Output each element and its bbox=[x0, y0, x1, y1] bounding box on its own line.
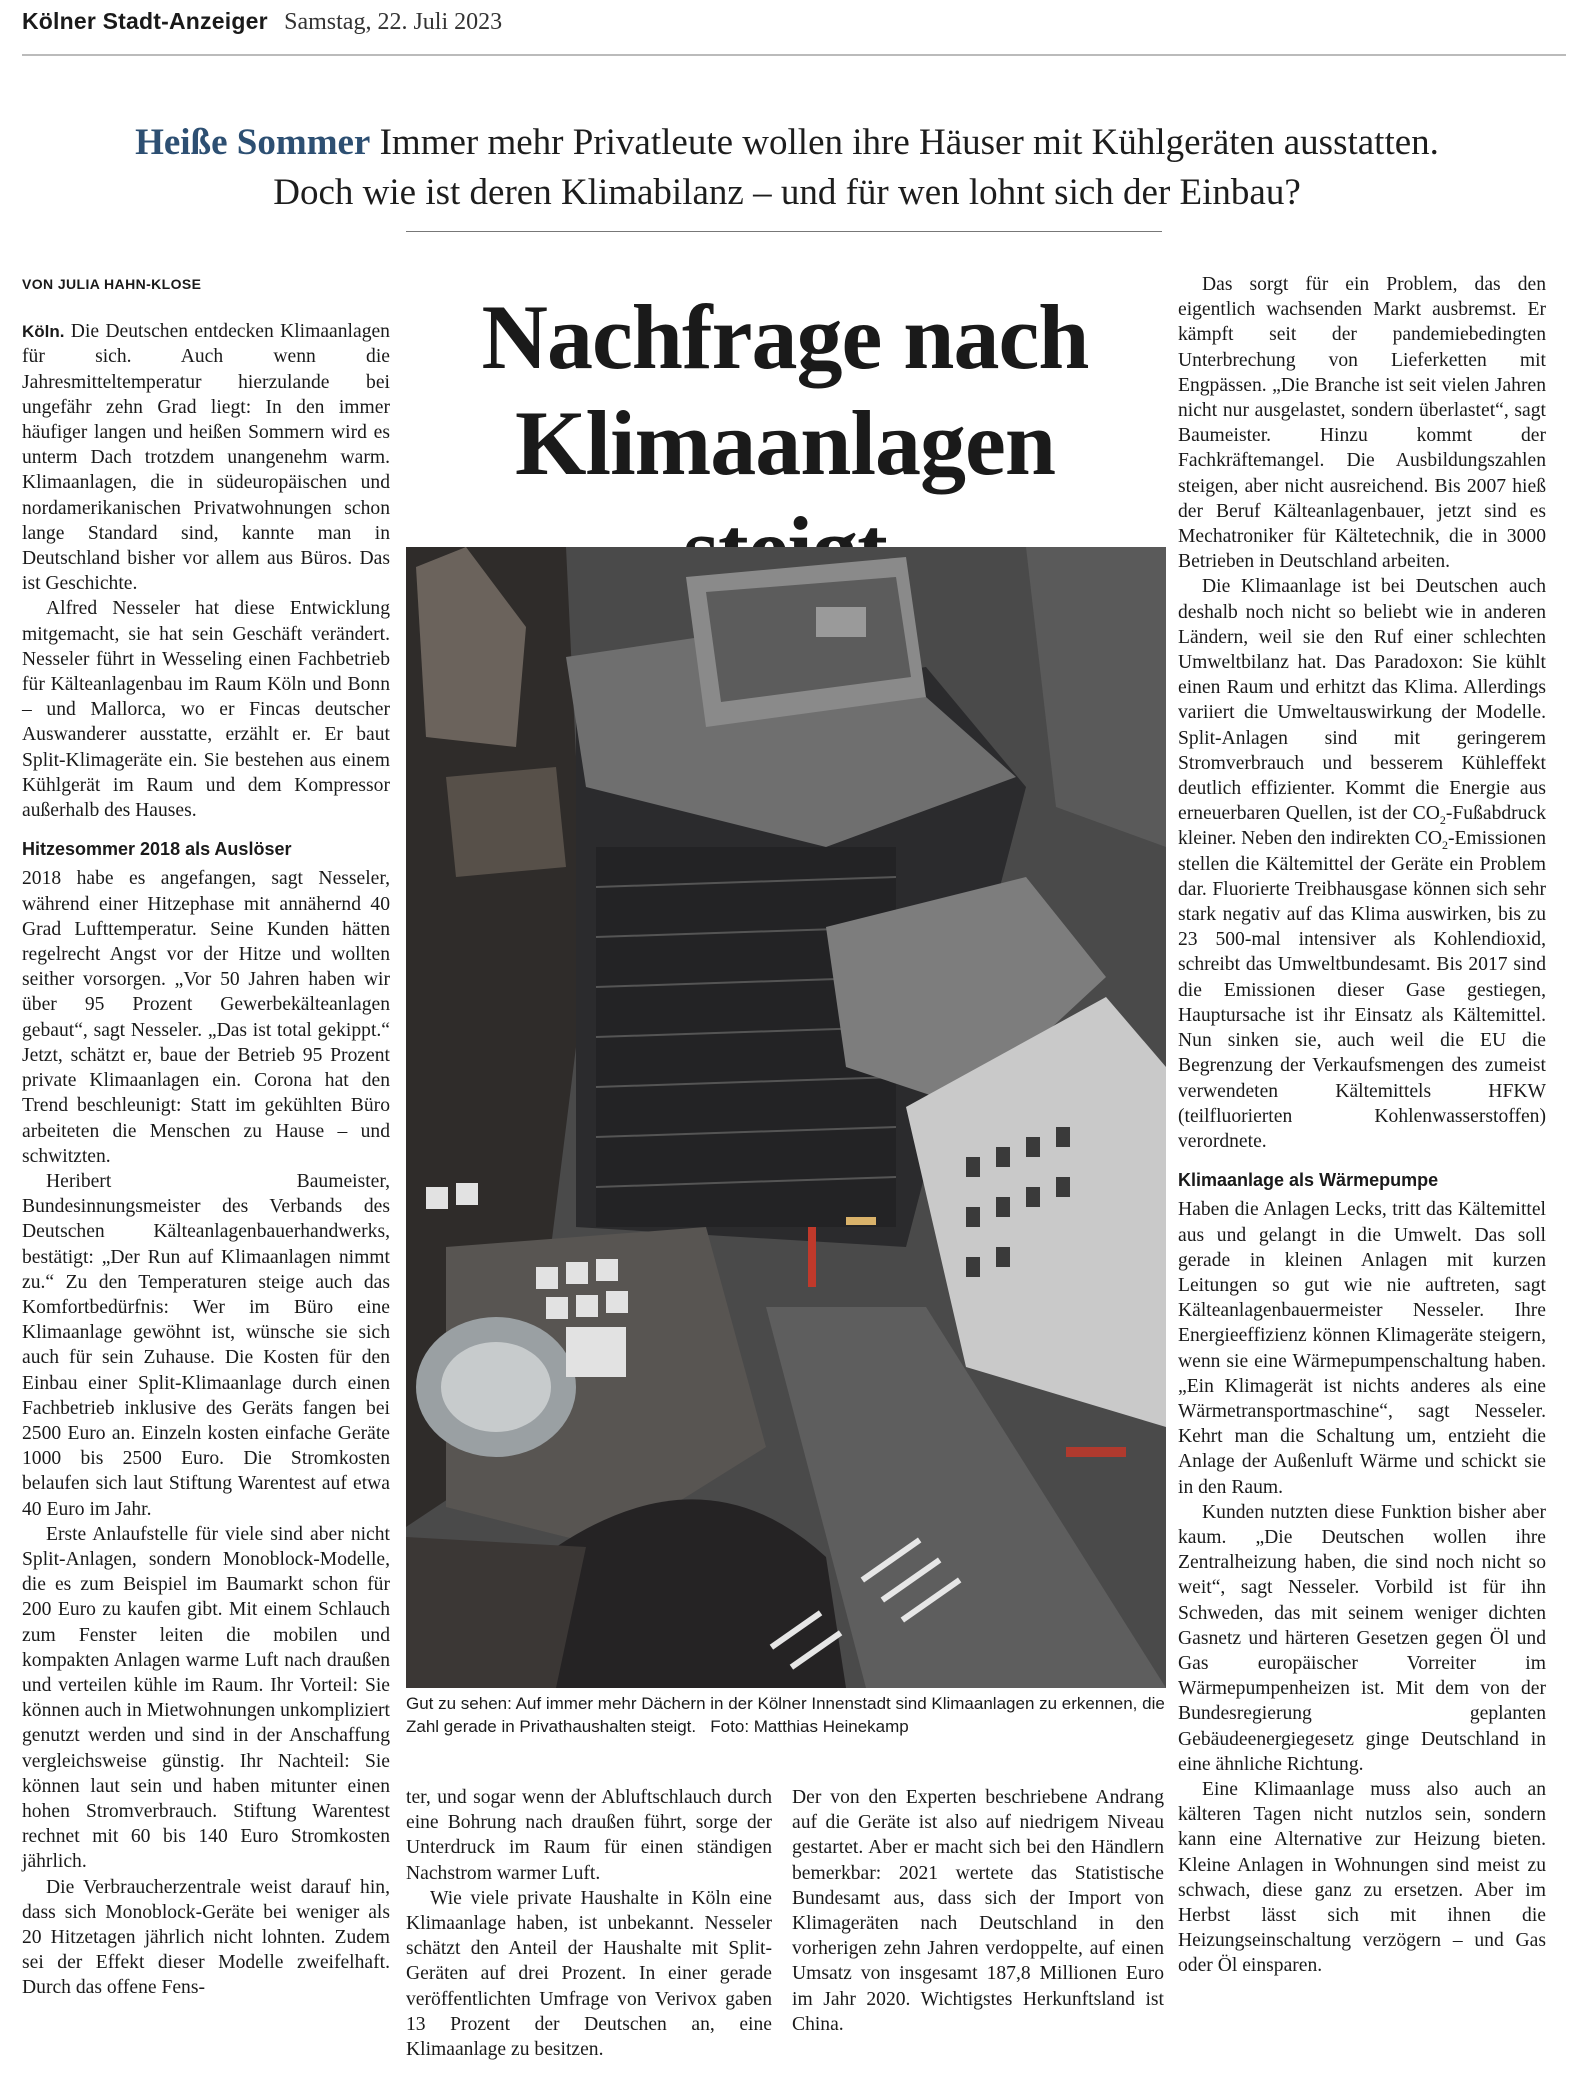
photo-credit: Foto: Matthias Heinekamp bbox=[710, 1717, 909, 1736]
newspaper-name: Kölner Stadt-Anzeiger bbox=[22, 8, 268, 34]
subheading: Hitzesommer 2018 als Auslöser bbox=[22, 839, 292, 860]
headline-line-2: Klimaanlagen bbox=[514, 392, 1056, 494]
paragraph: Eine Klimaanlage muss also auch an kälteren Tagen nicht nutzlos sein, sondern kann eine Alternative zur Heizung bieten. Kleine Anlagen in Wohnungen sind meist zu schwach, diese ganz zu ersetzen. Aber im Herbst lässt sich mit ihnen die Heizungseinschaltung verzögern – und Gas oder Öl einsparen. bbox=[1178, 1778, 1546, 1977]
column-4 bbox=[1178, 272, 1546, 1979]
subscript: 2 bbox=[1442, 838, 1449, 853]
kicker-rule bbox=[406, 231, 1162, 232]
subscript: 2 bbox=[1439, 813, 1446, 828]
paragraph bbox=[1178, 574, 1546, 1154]
column-1 bbox=[22, 272, 390, 2001]
text-fragment: -Emissionen stellen die Kältemittel der Geräte ein Problem dar. Fluorierte Treibhausgase können sich sehr stark negativ auf das Klima auswirken, bis zu 23 500-mal intensiver als Kohlendioxid, schreibt das Umweltbundesamt. Bis 2017 sind die Emissionen dieser Gase gestiegen, Hauptursache ist ihr Einsatz als Kältemittel. Nun sinken sie, auch weil die EU die Begrenzung der Verkaufsmengen des zumeist verwendeten Kältemittels HFKW (teilfluorierten Kohlenwasserstoffen) verordnete. bbox=[1178, 828, 1546, 1152]
paragraph: Die Verbraucherzentrale weist darauf hin, dass sich Monoblock-Geräte bei weniger als 20 Hitzetagen jährlich nicht lohnten. Zudem sei der Effekt dieser Modelle zweifelhaft. Durch das offene Fens- bbox=[22, 1876, 390, 1999]
issue-date: Samstag, 22. Juli 2023 bbox=[284, 9, 503, 35]
masthead bbox=[22, 8, 502, 36]
lead-paragraph bbox=[22, 319, 390, 596]
caption-text: Gut zu sehen: Auf immer mehr Dächern in der Kölner Innenstadt sind Klimaanlagen zu erkennen, die Zahl gerade in Privathaushalten steigt. bbox=[406, 1694, 1165, 1736]
aerial-rooftop-photo bbox=[406, 547, 1166, 1688]
paragraph: Erste Anlaufstelle für viele sind aber nicht Split-Anlagen, sondern Monoblock-Modelle, die es zum Beispiel im Baumarkt schon für 200 Euro zu kaufen gibt. Mit einem Schlauch zum Fenster leiten die mobilen und kompakten Anlagen warme Luft nach draußen und verteilen kühle im Raum. Ihr Vorteil: Sie können auch in Mietwohnungen unkompliziert genutzt werden und sind in der Anschaffung vergleichsweise günstig. Ihr Nachteil: Sie können laut sein und haben mitunter einen hohen Stromverbrauch. Stiftung Warentest rechnet mit 60 bis 140 Euro Stromkosten jährlich. bbox=[22, 1523, 390, 1873]
paragraph: Alfred Nesseler hat diese Entwicklung mitgemacht, sie hat sein Geschäft verändert. Nesseler führt in Wesseling einen Fachbetrieb für Kälteanlagenbau im Raum Köln und Bonn – und Mallorca, wo er Fincas deutscher Auswanderer ausstatte, erzählt er. Er baut Split-Klimageräte ein. Sie bestehen aus einem Kühlgerät im Raum und dem Kompressor außerhalb des Hauses. bbox=[22, 598, 390, 822]
text-fragment: Die Klimaanlage ist bei Deutschen auch deshalb noch nicht so beliebt wie in anderen Ländern, weil sie den Ruf einer schlechten Umweltbilanz hat. Das Paradoxon: Sie kühlt einen Raum und erhitzt das Klima. Allerdings variiert die Umweltauswirkung der Modelle. Split-Anlagen sind mit geringerem Stromverbrauch und besserem Kühleffekt deutlich effizienter. Kommt die Energie aus erneuerbaren Quellen, ist der CO bbox=[1178, 576, 1546, 825]
paragraph: Wie viele private Haushalte in Köln eine Klimaanlage haben, ist unbekannt. Nesseler schätzt den Anteil der Haushalte mit Split-Geräten auf drei Prozent. In einer gerade veröffentlichten Umfrage von Verivox gaben 13 Prozent der Deutschen an, eine Klimaanlage zu besitzen. bbox=[406, 1887, 772, 2061]
subheading: Klimaanlage als Wärmepumpe bbox=[1178, 1170, 1439, 1191]
paragraph: Der von den Experten beschriebene Andrang auf die Geräte ist also auf niedrigem Niveau gestartet. Aber er macht sich bei den Händlern bemerkbar: 2021 wertete das Statistische Bundesamt aus, dass sich der Import von Klimageräten nach Deutschland in den vorherigen zehn Jahren verdoppelte, auf einen Umsatz von insgesamt 187,8 Millionen Euro im Jahr 2020. Wichtigstes Herkunftsland ist China. bbox=[792, 1787, 1164, 2035]
headline-line-1: Nachfrage nach bbox=[481, 286, 1089, 388]
photo-caption bbox=[406, 1692, 1166, 1738]
column-3 bbox=[792, 1785, 1164, 2037]
paragraph: Kunden nutzten diese Funktion bisher aber kaum. „Die Deutschen wollen ihre Zentralheizung haben, die sind noch nicht so weit“, sagt Nesseler. Vorbild ist für ihn Schweden, das mit seinem weniger dichten Gasnetz und härteren Gesetzen gegen Öl und Gas europäischer Vorreiter im Wärmepumpenheizen ist. Mit dem von der Bundesregierung geplanten Gebäudeenergiegesetz ginge Deutschland in eine ähnliche Richtung. bbox=[1178, 1501, 1546, 1775]
paragraph: Das sorgt für ein Problem, das den eigentlich wachsenden Markt ausbremst. Er kämpft seit der pandemiebedingten Unterbrechung von Lieferketten mit Engpässen. „Die Branche ist seit vielen Jahren nicht nur ausgelastet, sondern überlastet“, sagt Baumeister. Hinzu kommt der Fachkräftemangel. Die Ausbildungszahlen steigen, aber nicht ausreichend. Bis 2007 hieß der Beruf Kälteanlagenbauer, jetzt sind es Mechatroniker für Kältetechnik, die in 3000 Betrieben in Deutschland arbeiten. bbox=[1178, 274, 1546, 573]
dateline: Köln. bbox=[22, 322, 65, 342]
paragraph: 2018 habe es angefangen, sagt Nesseler, während einer Hitzephase mit annähernd 40 Grad Lufttemperatur. Seine Kunden hätten regelrecht Angst vor der Hitze und wollten seither vorsorgen. „Vor 50 Jahren haben wir über 95 Prozent Gewerbekälteanlagen gebaut“, sagt Nesseler. „Das ist total gekippt.“ Jetzt, schätzt er, baue der Betrieb 95 Prozent private Klimaanlagen ein. Corona hat den Trend beschleunigt: Statt im gekühlten Büro arbeiteten die Menschen zu Hause – und schwitzten. bbox=[22, 868, 390, 1167]
text-fragment: -Fußabdruck kleiner. Neben den indirekten CO bbox=[1178, 803, 1546, 850]
kicker-text: Immer mehr Privatleute wollen ihre Häuser mit Kühlgeräten ausstatten. Doch wie ist deren Klimabilanz – und für wen lohnt sich der Einbau? bbox=[273, 122, 1439, 213]
paragraph: Heribert Baumeister, Bundesinnungsmeister des Verbands des Deutschen Kälteanlagenbauerhandwerks, bestätigt: „Der Run auf Klimaanlagen nimmt zu.“ Zu den Temperaturen steige auch das Komfortbedürfnis: Wer im Büro eine Klimaanlage gewöhnt ist, wünsche sie sich auch für sein Zuhause. Die Kosten für den Einbau einer Split-Klimaanlage durch einen Fachbetrieb inklusive des Geräts fangen bei 2500 Euro an. Einzeln kosten einfache Geräte 1000 bis 2500 Euro. Die Stromkosten belaufen sich laut Stiftung Warentest auf etwa 40 Euro im Jahr. bbox=[22, 1170, 390, 1520]
paragraph: Haben die Anlagen Lecks, tritt das Kältemittel aus und gelangt in die Umwelt. Das soll gerade in kleinen Anlagen mit kurzen Leitungen so gut wie nie auftreten, sagt Kälteanlagenbauermeister Nesseler. Ihre Energieeffizienz können Klimageräte steigern, wenn sie eine Wärmepumpenschaltung haben. „Ein Klimagerät ist nichts anderes als eine Wärmetransportmaschine“, sagt Nesseler. Kehrt man die Schaltung um, entzieht die Anlage der Außenluft Wärme und schickt sie in den Raum. bbox=[1178, 1199, 1546, 1498]
column-2 bbox=[406, 1785, 772, 2062]
lead-text: Die Deutschen entdecken Klimaanlagen für sich. Auch wenn die Jahresmitteltemperatur hierzulande bei ungefähr zehn Grad liegt: In den immer häufiger langen und heißen Sommern wird es unterm Dach trotzdem unangenehm warm. Klimaanlagen, die in südeuropäischen und nordamerikanischen Privatwohnungen schon lange Standard sind, kannte man in Deutschland bisher vor allem aus Büros. Das ist Geschichte. bbox=[22, 321, 390, 595]
paragraph: ter, und sogar wenn der Abluftschlauch durch eine Bohrung nach draußen führt, sorge der Unterdruck im Raum für einen ständigen Nachstrom warmer Luft. bbox=[406, 1787, 772, 1884]
photo-illustration bbox=[406, 547, 1166, 1688]
byline: VON JULIA HAHN-KLOSE bbox=[22, 276, 202, 292]
masthead-rule bbox=[22, 54, 1566, 56]
kicker-keyword: Heiße Sommer bbox=[135, 122, 371, 163]
kicker bbox=[120, 118, 1454, 218]
